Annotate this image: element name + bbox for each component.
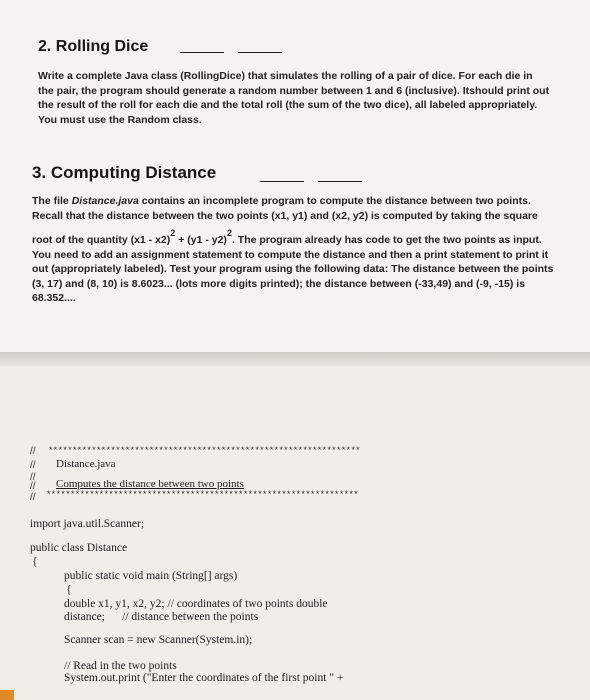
text-line: root of the quantity (x1 - x2)2 + (y1 - y2)2. The program already has code to get the two points as input.: [32, 228, 542, 246]
variable-declaration-line-1: double x1, y1, x2, y2; // coordinates of two points double: [64, 598, 328, 610]
class-declaration: public class Distance: [30, 542, 128, 554]
answer-blank: [318, 181, 362, 182]
text-line: the pair, the program should generate a random number between 1 and 6 (inclusive). Itshould print out: [38, 84, 550, 97]
text-line: Recall that the distance between the two points (x1, y1) and (x2, y2) is computed by taking the square: [32, 209, 538, 222]
section-2-description: [38, 69, 549, 127]
file-name: Distance.java: [71, 195, 139, 207]
text-line: You need to add an assignment statement to compute the distance and then a print statement to print it: [32, 248, 549, 261]
import-statement: import java.util.Scanner;: [30, 518, 145, 530]
section-2-title: 2. Rolling Dice: [38, 38, 149, 55]
answer-blank: [180, 52, 224, 53]
comment-slash: //: [30, 492, 36, 503]
scanner-statement: Scanner scan = new Scanner(System.in);: [64, 634, 253, 646]
code-listing-area: [0, 366, 590, 700]
read-points-comment: // Read in the two points: [64, 660, 177, 672]
comment-stars-bottom: *****************************************************************: [46, 490, 359, 500]
superscript: 2: [226, 228, 232, 238]
comment-slash: //: [30, 472, 36, 483]
comment-slash: //: [30, 446, 36, 457]
text-line: out (appropriately labeled). Test your program using the following data: The distance between the points: [32, 263, 554, 275]
text-line: the result of the roll for each die and the total roll (the sum of the two dice), all labeled appropriately.: [38, 99, 538, 111]
text-line: The file Distance.java contains an incomplete program to compute the distance between two points.: [32, 195, 531, 207]
corner-tab: [0, 690, 14, 700]
comment-description: Computes the distance between two points: [56, 478, 244, 490]
print-statement: System.out.print ("Enter the coordinates of the first point " +: [64, 672, 344, 684]
text-line: Write a complete Java class (RollingDice) that simulates the rolling of a pair of dice. For each die in: [38, 70, 533, 82]
section-2-answer-blanks: [180, 52, 282, 53]
main-method-declaration: public static void main (String[] args): [64, 570, 238, 582]
section-3-answer-blanks: [260, 181, 362, 182]
comment-stars-top: *****************************************************************: [48, 446, 361, 456]
section-3-title: 3. Computing Distance: [32, 163, 217, 182]
comment-file-name: Distance.java: [56, 458, 116, 470]
superscript: 2: [170, 228, 176, 238]
text-line: 68.352....: [32, 292, 76, 304]
variable-declaration-line-2: distance; // distance between the points: [64, 611, 259, 623]
comment-slash: //: [30, 460, 36, 471]
section-3-description: [32, 194, 553, 306]
text-line: You must use the Random class.: [38, 113, 202, 126]
comment-slash: //: [30, 481, 36, 492]
page-fold-shadow: [0, 352, 590, 366]
answer-blank: [238, 52, 282, 53]
text-line: (3, 17) and (8, 10) is 8.6023... (lots more digits printed); the distance between (-33,49) and (-9, -15) is: [32, 277, 526, 290]
answer-blank: [260, 181, 304, 182]
main-open-brace: {: [66, 582, 72, 596]
class-open-brace: {: [32, 554, 38, 568]
